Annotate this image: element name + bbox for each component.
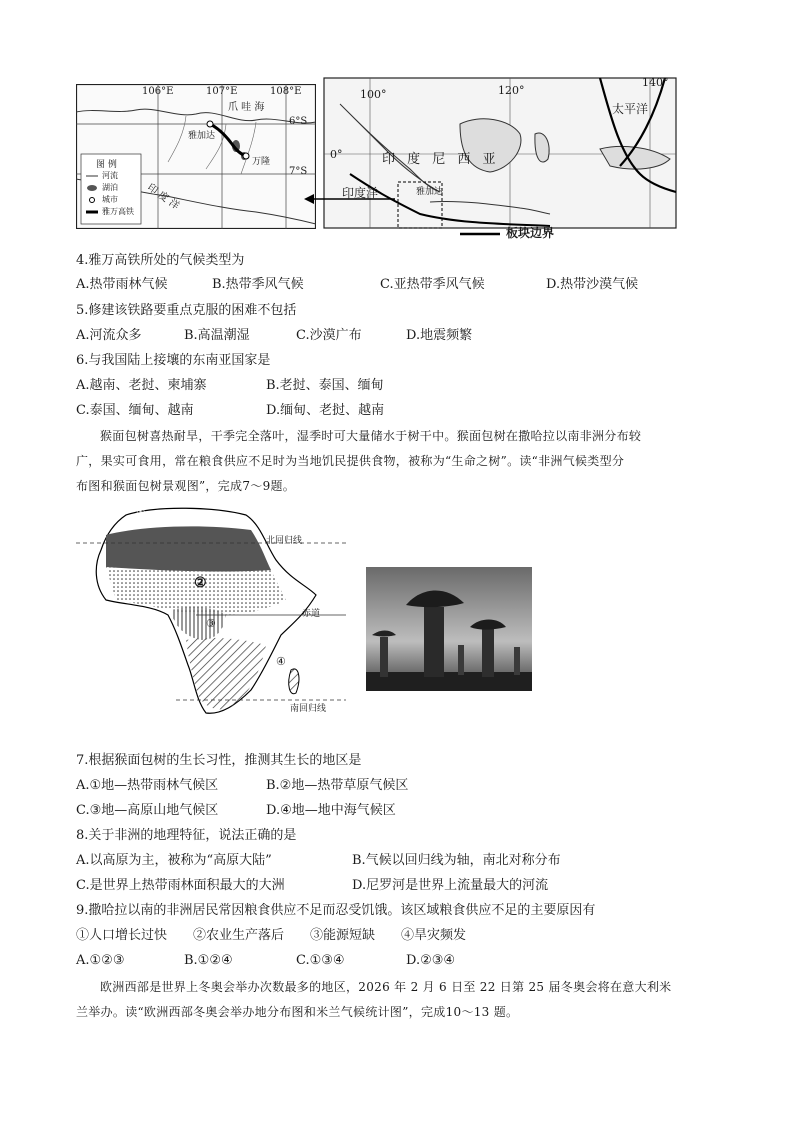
ocean-label: 印 度 洋 xyxy=(144,182,182,213)
arrow-icon xyxy=(300,185,400,205)
q6-option-c[interactable]: C.泰国、缅甸、越南 xyxy=(76,403,194,418)
indonesia-label: 印 度 尼 西 亚 xyxy=(382,152,500,167)
indonesia-map xyxy=(320,74,680,242)
region-4-label: ④ xyxy=(276,655,286,668)
q6-option-d[interactable]: D.缅甸、老挝、越南 xyxy=(266,403,385,418)
passage-1-line-2: 广，果实可食用，常在粮食供应不足时为当地饥民提供食物，被称为“生命之树”。读“非洲气候类型分 xyxy=(76,454,625,468)
lon-label-140: 140° xyxy=(642,76,669,89)
q5-option-b[interactable]: B.高温潮湿 xyxy=(184,328,250,343)
baobab-image xyxy=(366,567,532,691)
q8-option-b[interactable]: B.气候以回归线为轴，南北对称分布 xyxy=(352,853,561,868)
africa-climate-map xyxy=(76,505,346,725)
passage-1-line-1: 猴面包树喜热耐旱，干季完全落叶，湿季时可大量储水于树干中。猴面包树在撒哈拉以南非洲分布较 xyxy=(100,429,642,443)
legend-river: 河流 xyxy=(102,171,118,180)
q6-option-a[interactable]: A.越南、老挝、柬埔寨 xyxy=(76,378,207,393)
q8-option-a[interactable]: A.以高原为主，被称为“高原大陆” xyxy=(76,853,272,868)
lat-label-0: 0° xyxy=(330,148,343,161)
tropic-capricorn-label: 南回归线 xyxy=(290,704,327,714)
q4-option-c[interactable]: C.亚热带季风气候 xyxy=(380,277,485,292)
passage-2-line-1: 欧洲西部是世界上冬奥会举办次数最多的地区，2026 年 2 月 6 日至 22 日第 25 届冬奥会将在意大利米 xyxy=(100,980,672,994)
lon-label-120: 120° xyxy=(498,84,525,97)
q7-option-a[interactable]: A.①地—热带雨林气候区 xyxy=(76,778,219,793)
lon-label-100: 100° xyxy=(360,88,387,101)
q5-option-a[interactable]: A.河流众多 xyxy=(76,328,142,343)
q4-option-d[interactable]: D.热带沙漠气候 xyxy=(546,277,639,292)
lon-label-108: 108°E xyxy=(270,86,302,97)
lat-label-6s: 6°S xyxy=(289,116,308,127)
question-9-stem: 9.撒哈拉以南的非洲居民常因粮食供应不足而忍受饥饿。该区域粮食供应不足的主要原因有 xyxy=(76,903,596,918)
baobab-photo xyxy=(366,567,532,691)
equator-label: 赤道 xyxy=(302,609,321,619)
jakarta-label: 雅加达 xyxy=(416,187,444,197)
region-2-label: ② xyxy=(194,575,207,591)
region-3-label: ③ xyxy=(206,617,216,630)
legend-title: 图 例 xyxy=(96,160,117,170)
question-4-stem: 4.雅万高铁所处的气候类型为 xyxy=(76,253,245,268)
q7-option-b[interactable]: B.②地—热带草原气候区 xyxy=(266,778,409,793)
q6-option-b[interactable]: B.老挝、泰国、缅甸 xyxy=(266,378,384,393)
region-1-label: ① xyxy=(136,507,146,520)
pacific-label: 太平洋 xyxy=(612,102,649,116)
q9-option-b[interactable]: B.①②④ xyxy=(184,953,233,968)
plate-boundary-label: 板块边界 xyxy=(506,226,555,240)
tropic-cancer-label: 北回归线 xyxy=(266,536,303,546)
java-map xyxy=(76,84,316,229)
passage-2-line-2: 兰举办。读“欧洲西部冬奥会举办地分布图和米兰气候统计图”，完成10～13 题。 xyxy=(76,1005,519,1019)
legend-railway: 雅万高铁 xyxy=(102,207,134,216)
q7-option-d[interactable]: D.④地—地中海气候区 xyxy=(266,803,396,818)
q4-option-a[interactable]: A.热带雨林气候 xyxy=(76,277,168,292)
q5-option-c[interactable]: C.沙漠广布 xyxy=(296,328,362,343)
q4-option-b[interactable]: B.热带季风气候 xyxy=(212,277,304,292)
q9-option-c[interactable]: C.①③④ xyxy=(296,953,345,968)
lon-label-107: 107°E xyxy=(206,86,238,97)
question-6-stem: 6.与我国陆上接壤的东南亚国家是 xyxy=(76,353,271,368)
arrow-connector xyxy=(300,185,400,205)
q7-option-c[interactable]: C.③地—高原山地气候区 xyxy=(76,803,219,818)
question-7-stem: 7.根据猴面包树的生长习性，推测其生长的地区是 xyxy=(76,753,362,768)
q9-factors: ①人口增长过快 ②农业生产落后 ③能源短缺 ④旱灾频发 xyxy=(76,928,467,943)
q5-option-d[interactable]: D.地震频繁 xyxy=(406,328,473,343)
city-jakarta: 雅加达 xyxy=(188,131,216,141)
lat-label-7s: 7°S xyxy=(289,166,308,177)
passage-1-line-3: 布图和猴面包树景观图”，完成7～9题。 xyxy=(76,479,296,493)
question-8-stem: 8.关于非洲的地理特征，说法正确的是 xyxy=(76,828,297,843)
q8-option-c[interactable]: C.是世界上热带雨林面积最大的大洲 xyxy=(76,878,285,893)
question-5-stem: 5.修建该铁路要重点克服的困难不包括 xyxy=(76,303,297,318)
q9-option-a[interactable]: A.①②③ xyxy=(76,953,125,968)
city-bandung: 万隆 xyxy=(252,157,271,167)
indian-ocean-label: 印度洋 xyxy=(342,186,379,200)
sea-label: 爪 哇 海 xyxy=(228,102,265,113)
legend-lake: 湖泊 xyxy=(102,183,118,192)
legend-city: 城市 xyxy=(102,195,118,204)
lon-label-106: 106°E xyxy=(142,86,174,97)
q9-option-d[interactable]: D.②③④ xyxy=(406,953,456,968)
q8-option-d[interactable]: D.尼罗河是世界上流量最大的河流 xyxy=(352,878,549,893)
